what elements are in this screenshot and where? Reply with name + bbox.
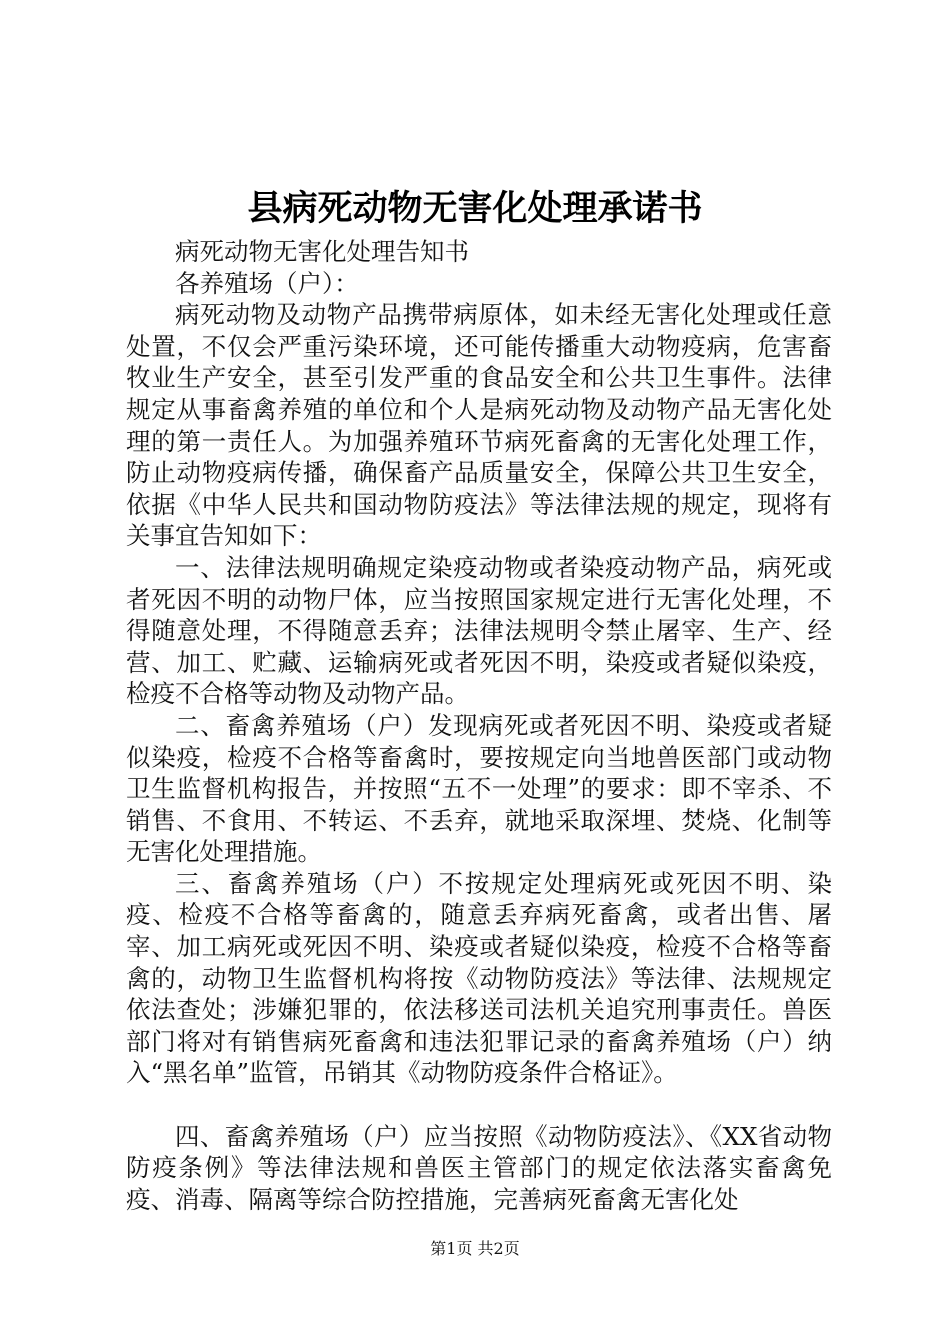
clause-one: 一、法律法规明确规定染疫动物或者染疫动物产品，病死或者死因不明的动物尸体，应当按照国家规定进行无害化处理，不得随意处理，不得随意丢弃；法律法规明令禁止屠宰、生产、经营、加工、贮藏、运输病死或者死因不明，染疫或者疑似染疫，检疫不合格等动物及动物产品。 xyxy=(126,552,832,709)
clause-four: 四、畜禽养殖场（户）应当按照《动物防疫法》、《XX省动物防疫条例》等法律法规和兽医主管部门的规定依法落实畜禽免疫、消毒、隔离等综合防控措施，完善病死畜禽无害化处 xyxy=(126,1121,832,1214)
paragraph-gap xyxy=(126,1089,832,1121)
document-title: 县病死动物无害化处理承诺书 xyxy=(247,188,703,229)
clause-three: 三、畜禽养殖场（户）不按规定处理病死或死因不明、染疫、检疫不合格等畜禽的，随意丢弃病死畜禽，或者出售、屠宰、加工病死或死因不明、染疫或者疑似染疫，检疫不合格等畜禽的，动物卫生监督机构将按《动物防疫法》等法律、法规规定依法查处；涉嫌犯罪的，依法移送司法机关追究刑事责任。兽医部门将对有销售病死畜禽和违法犯罪记录的畜禽养殖场（户）纳入“黑名单”监管，吊销其《动物防疫条件合格证》。 xyxy=(126,868,832,1088)
notice-subtitle: 病死动物无害化处理告知书 xyxy=(175,237,469,266)
document-body xyxy=(126,236,832,1215)
salutation: 各养殖场（户）： xyxy=(175,268,359,298)
intro-paragraph: 病死动物及动物产品携带病原体，如未经无害化处理或任意处置，不仅会严重污染环境，还可能传播重大动物疫病，危害畜牧业生产安全，甚至引发严重的食品安全和公共卫生事件。法律规定从事畜禽养殖的单位和个人是病死动物及动物产品无害化处理的第一责任人。为加强养殖环节病死畜禽的无害化处理工作，防止动物疫病传播，确保畜产品质量安全，保障公共卫生安全，依据《中华人民共和国动物防疫法》等法律法规的规定，现将有关事宜告知如下： xyxy=(126,300,832,551)
page-number: 第1页 共2页 xyxy=(430,1239,520,1258)
clause-two: 二、畜禽养殖场（户）发现病死或者死因不明、染疫或者疑似染疫，检疫不合格等畜禽时，要按规定向当地兽医部门或动物卫生监督机构报告，并按照“五不一处理”的要求：即不宰杀、不销售、不食用、不转运、不丢弃，就地采取深埋、焚烧、化制等无害化处理措施。 xyxy=(126,710,832,867)
